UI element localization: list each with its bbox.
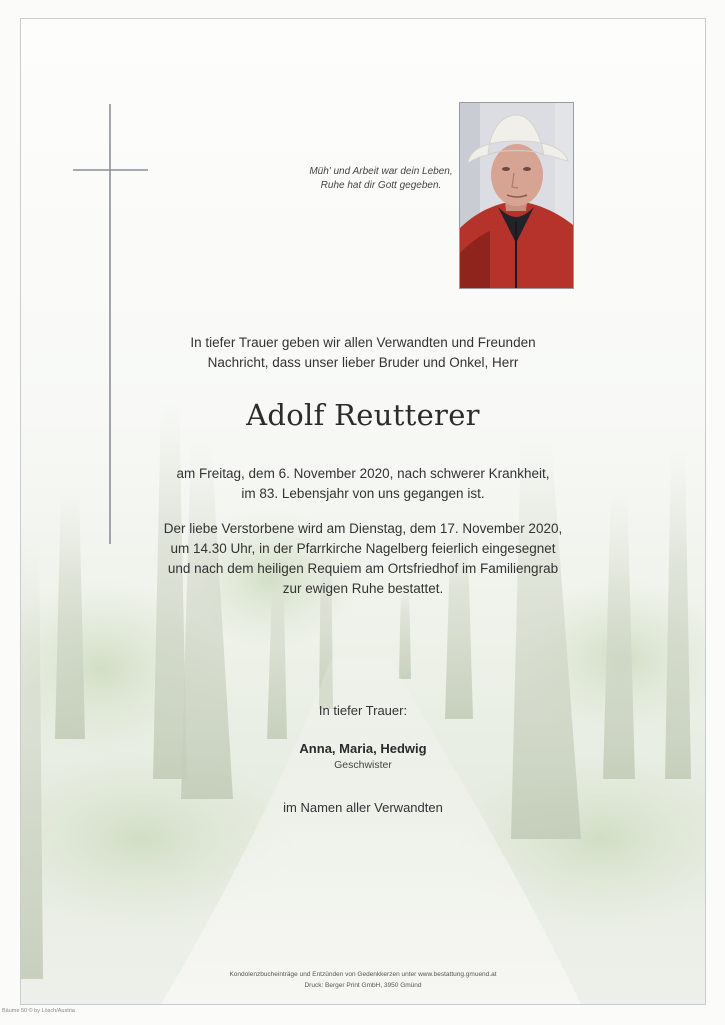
- death-notice: [131, 464, 595, 504]
- footer-printer: Druck: Berger Print GmbH, 3950 Gmünd: [304, 982, 422, 989]
- deceased-portrait: [459, 102, 574, 289]
- print-code: Bäume 50 © by Lösch/Austria: [2, 1008, 75, 1014]
- funeral-line-2: um 14.30 Uhr, in der Pfarrkirche Nagelberg feierlich eingesegnet: [170, 541, 556, 556]
- death-line-2: im 83. Lebensjahr von uns gegangen ist.: [241, 486, 485, 501]
- mourners-names: Anna, Maria, Hedwig: [299, 741, 427, 756]
- deceased-name: Adolf Reutterer: [246, 398, 480, 432]
- footer-notice: [141, 969, 585, 991]
- footer-condolence: Kondolenzbucheinträge und Entzünden von Gedenkkerzen unter www.bestattung.gmuend.at: [229, 971, 497, 978]
- obituary-frame: [20, 18, 706, 1005]
- portrait-image: [460, 103, 573, 288]
- mourners-relation: Geschwister: [334, 759, 392, 771]
- mourning-label: In tiefer Trauer:: [318, 703, 408, 718]
- funeral-notice: [131, 519, 595, 599]
- motto-line-1: Müh' und Arbeit war dein Leben,: [309, 166, 453, 177]
- funeral-line-1: Der liebe Verstorbene wird am Dienstag, dem 17. November 2020,: [163, 521, 563, 536]
- intro-line-2: Nachricht, dass unser lieber Bruder und Onkel, Herr: [207, 355, 519, 370]
- funeral-line-4: zur ewigen Ruhe bestattet.: [282, 581, 444, 596]
- intro-text: [141, 333, 585, 373]
- death-line-1: am Freitag, dem 6. November 2020, nach schwerer Krankheit,: [176, 466, 550, 481]
- motto-line-2: Ruhe hat dir Gott gegeben.: [320, 180, 442, 191]
- relatives-line: im Namen aller Verwandten: [283, 800, 443, 815]
- funeral-line-3: und nach dem heiligen Requiem am Ortsfriedhof im Familiengrab: [167, 561, 559, 576]
- intro-line-1: In tiefer Trauer geben wir allen Verwandten und Freunden: [190, 335, 536, 350]
